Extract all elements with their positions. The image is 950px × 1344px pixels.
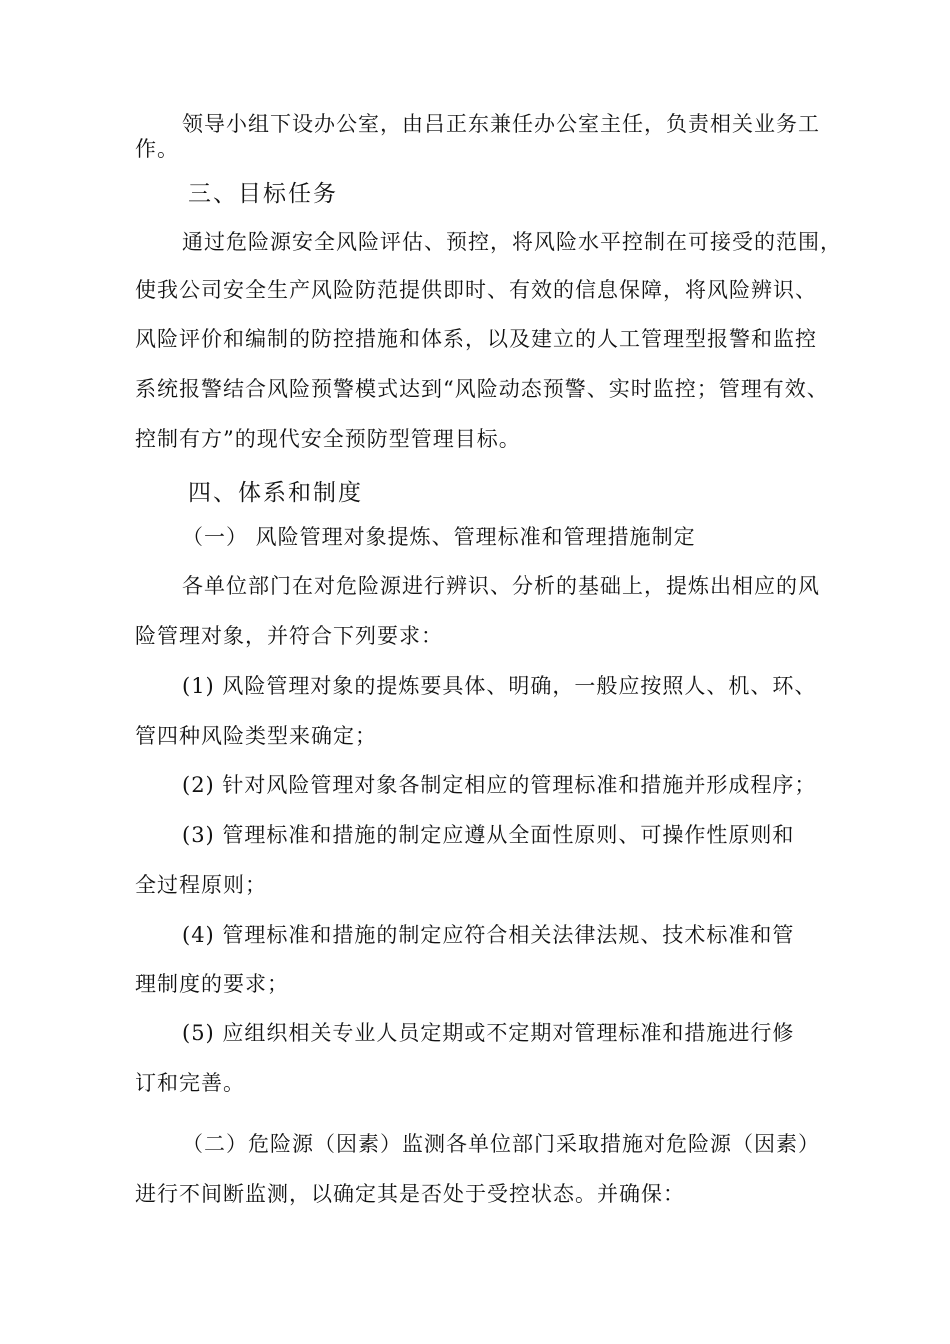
section-heading: 三、目标任务 xyxy=(188,181,338,207)
paragraph-line: 领导小组下设办公室，由吕正东兼任办公室主任，负责相关业务工 xyxy=(182,112,820,136)
paragraph-line: 各单位部门在对危险源进行辨识、分析的基础上，提炼出相应的风 xyxy=(182,574,820,598)
paragraph-line: 通过危险源安全风险评估、预控，将风险水平控制在可接受的范围， xyxy=(182,230,842,254)
list-item-line: (2) 针对风险管理对象各制定相应的管理标准和措施并形成程序； xyxy=(182,773,817,797)
list-item-line: 全过程原则； xyxy=(135,873,267,897)
section-heading: 四、体系和制度 xyxy=(188,480,363,506)
paragraph-line: 险管理对象，并符合下列要求： xyxy=(135,624,443,648)
list-item-line: 订和完善。 xyxy=(135,1071,245,1095)
list-item-line: (4) 管理标准和措施的制定应符合相关法律法规、技术标准和管 xyxy=(182,923,795,947)
list-item-line: (1) 风险管理对象的提炼要具体、明确，一般应按照人、机、环、 xyxy=(182,674,817,698)
paragraph-line: 风险评价和编制的防控措施和体系，以及建立的人工管理型报警和监控 xyxy=(135,327,817,351)
paragraph-line: 系统报警结合风险预警模式达到“风险动态预警、实时监控；管理有效、 xyxy=(135,377,829,401)
paragraph-line: 进行不间断监测，以确定其是否处于受控状态。并确保： xyxy=(135,1182,685,1206)
paragraph-line: 使我公司安全生产风险防范提供即时、有效的信息保障，将风险辨识、 xyxy=(135,278,817,302)
subsection-paragraph-line: （二）危险源（因素）监测各单位部门采取措施对危险源（因素） xyxy=(182,1132,820,1156)
list-item-line: (5) 应组织相关专业人员定期或不定期对管理标准和措施进行修 xyxy=(182,1021,795,1045)
list-item-line: 理制度的要求； xyxy=(135,972,289,996)
subsection-heading: （一） 风险管理对象提炼、管理标准和管理措施制定 xyxy=(182,525,696,549)
list-item-line: 管四种风险类型来确定； xyxy=(135,724,377,748)
paragraph-line: 控制有方”的现代安全预防型管理目标。 xyxy=(135,427,521,451)
list-item-line: (3) 管理标准和措施的制定应遵从全面性原则、可操作性原则和 xyxy=(182,823,795,847)
paragraph-line: 作。 xyxy=(135,137,179,161)
